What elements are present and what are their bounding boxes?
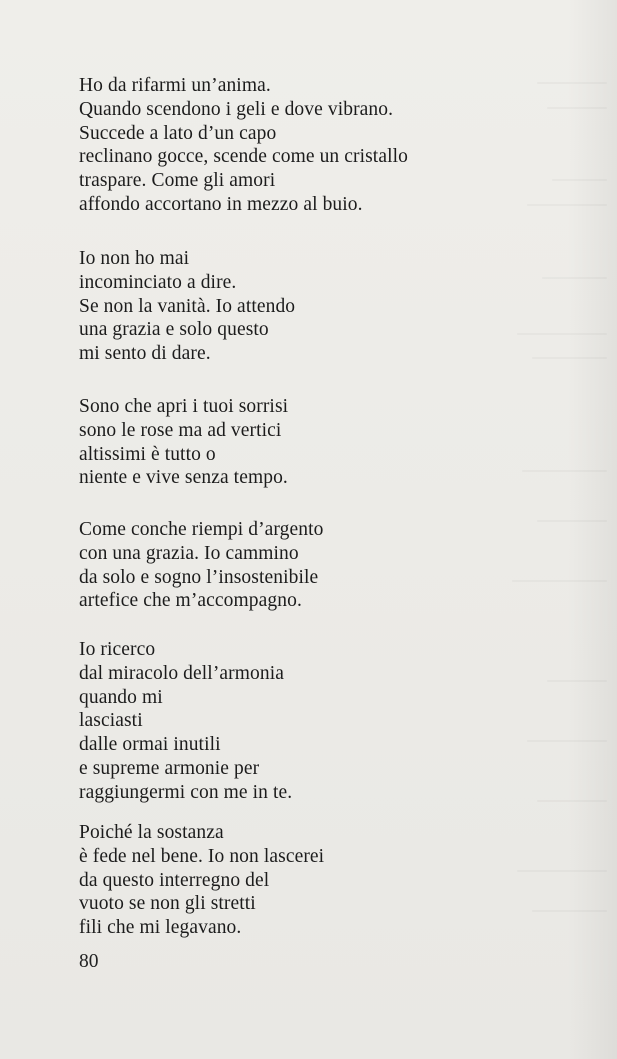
poem-line: artefice che m’accompagno. xyxy=(79,590,302,612)
poem-line: da questo interregno del xyxy=(79,869,270,891)
stanza-4 xyxy=(79,518,323,613)
poem-line: Sono che apri i tuoi sorrisi xyxy=(79,396,289,417)
poem-line: con una grazia. Io cammino xyxy=(79,542,299,564)
poem-line: Io non ho mai xyxy=(79,248,190,269)
stanza-2 xyxy=(79,247,295,366)
poem-line: reclinano gocce, scende come un cristallo xyxy=(79,146,408,168)
poem-line: Poiché la sostanza xyxy=(79,822,224,843)
poem-line: sono le rose ma ad vertici xyxy=(79,419,282,441)
poem-line: mi sento di dare. xyxy=(79,343,211,365)
poem-line: affondo accortano in mezzo al buio. xyxy=(79,193,363,215)
poem-line: incominciato a dire. xyxy=(79,271,237,293)
poem-line: una grazia e solo questo xyxy=(79,319,269,341)
poem-line: dalle ormai inutili xyxy=(79,734,221,756)
poem-line: vuoto se non gli stretti xyxy=(79,893,256,915)
poem-line: Io ricerco xyxy=(79,639,156,660)
poem-line: traspare. Come gli amori xyxy=(79,170,276,192)
poem-line: è fede nel bene. Io non lascerei xyxy=(79,845,325,867)
poem-line: Se non la vanità. Io attendo xyxy=(79,295,296,317)
poem-line: Come conche riempi d’argento xyxy=(79,519,324,540)
poem-line: altissimi è tutto o xyxy=(79,443,216,465)
poem-line: Quando scendono i geli e dove vibrano. xyxy=(79,98,394,120)
poem-line: lasciasti xyxy=(79,710,143,732)
poem-line: Ho da rifarmi un’anima. xyxy=(79,75,271,96)
poem-line: da solo e sogno l’insostenibile xyxy=(79,566,319,588)
poem-line: quando mi xyxy=(79,686,163,708)
poem-line: e supreme armonie per xyxy=(79,757,260,779)
poem-line: Succede a lato d’un capo xyxy=(79,122,277,144)
poem-line: fili che mi legavano. xyxy=(79,917,242,939)
poem-line: dal miracolo dell’armonia xyxy=(79,662,285,684)
stanza-3 xyxy=(79,395,288,490)
poem-line: niente e vive senza tempo. xyxy=(79,467,288,489)
stanza-1 xyxy=(79,74,408,217)
poem-line: raggiungermi con me in te. xyxy=(79,781,293,803)
stanza-5 xyxy=(79,638,292,805)
page-number: 80 xyxy=(79,951,99,972)
stanza-6 xyxy=(79,821,324,940)
